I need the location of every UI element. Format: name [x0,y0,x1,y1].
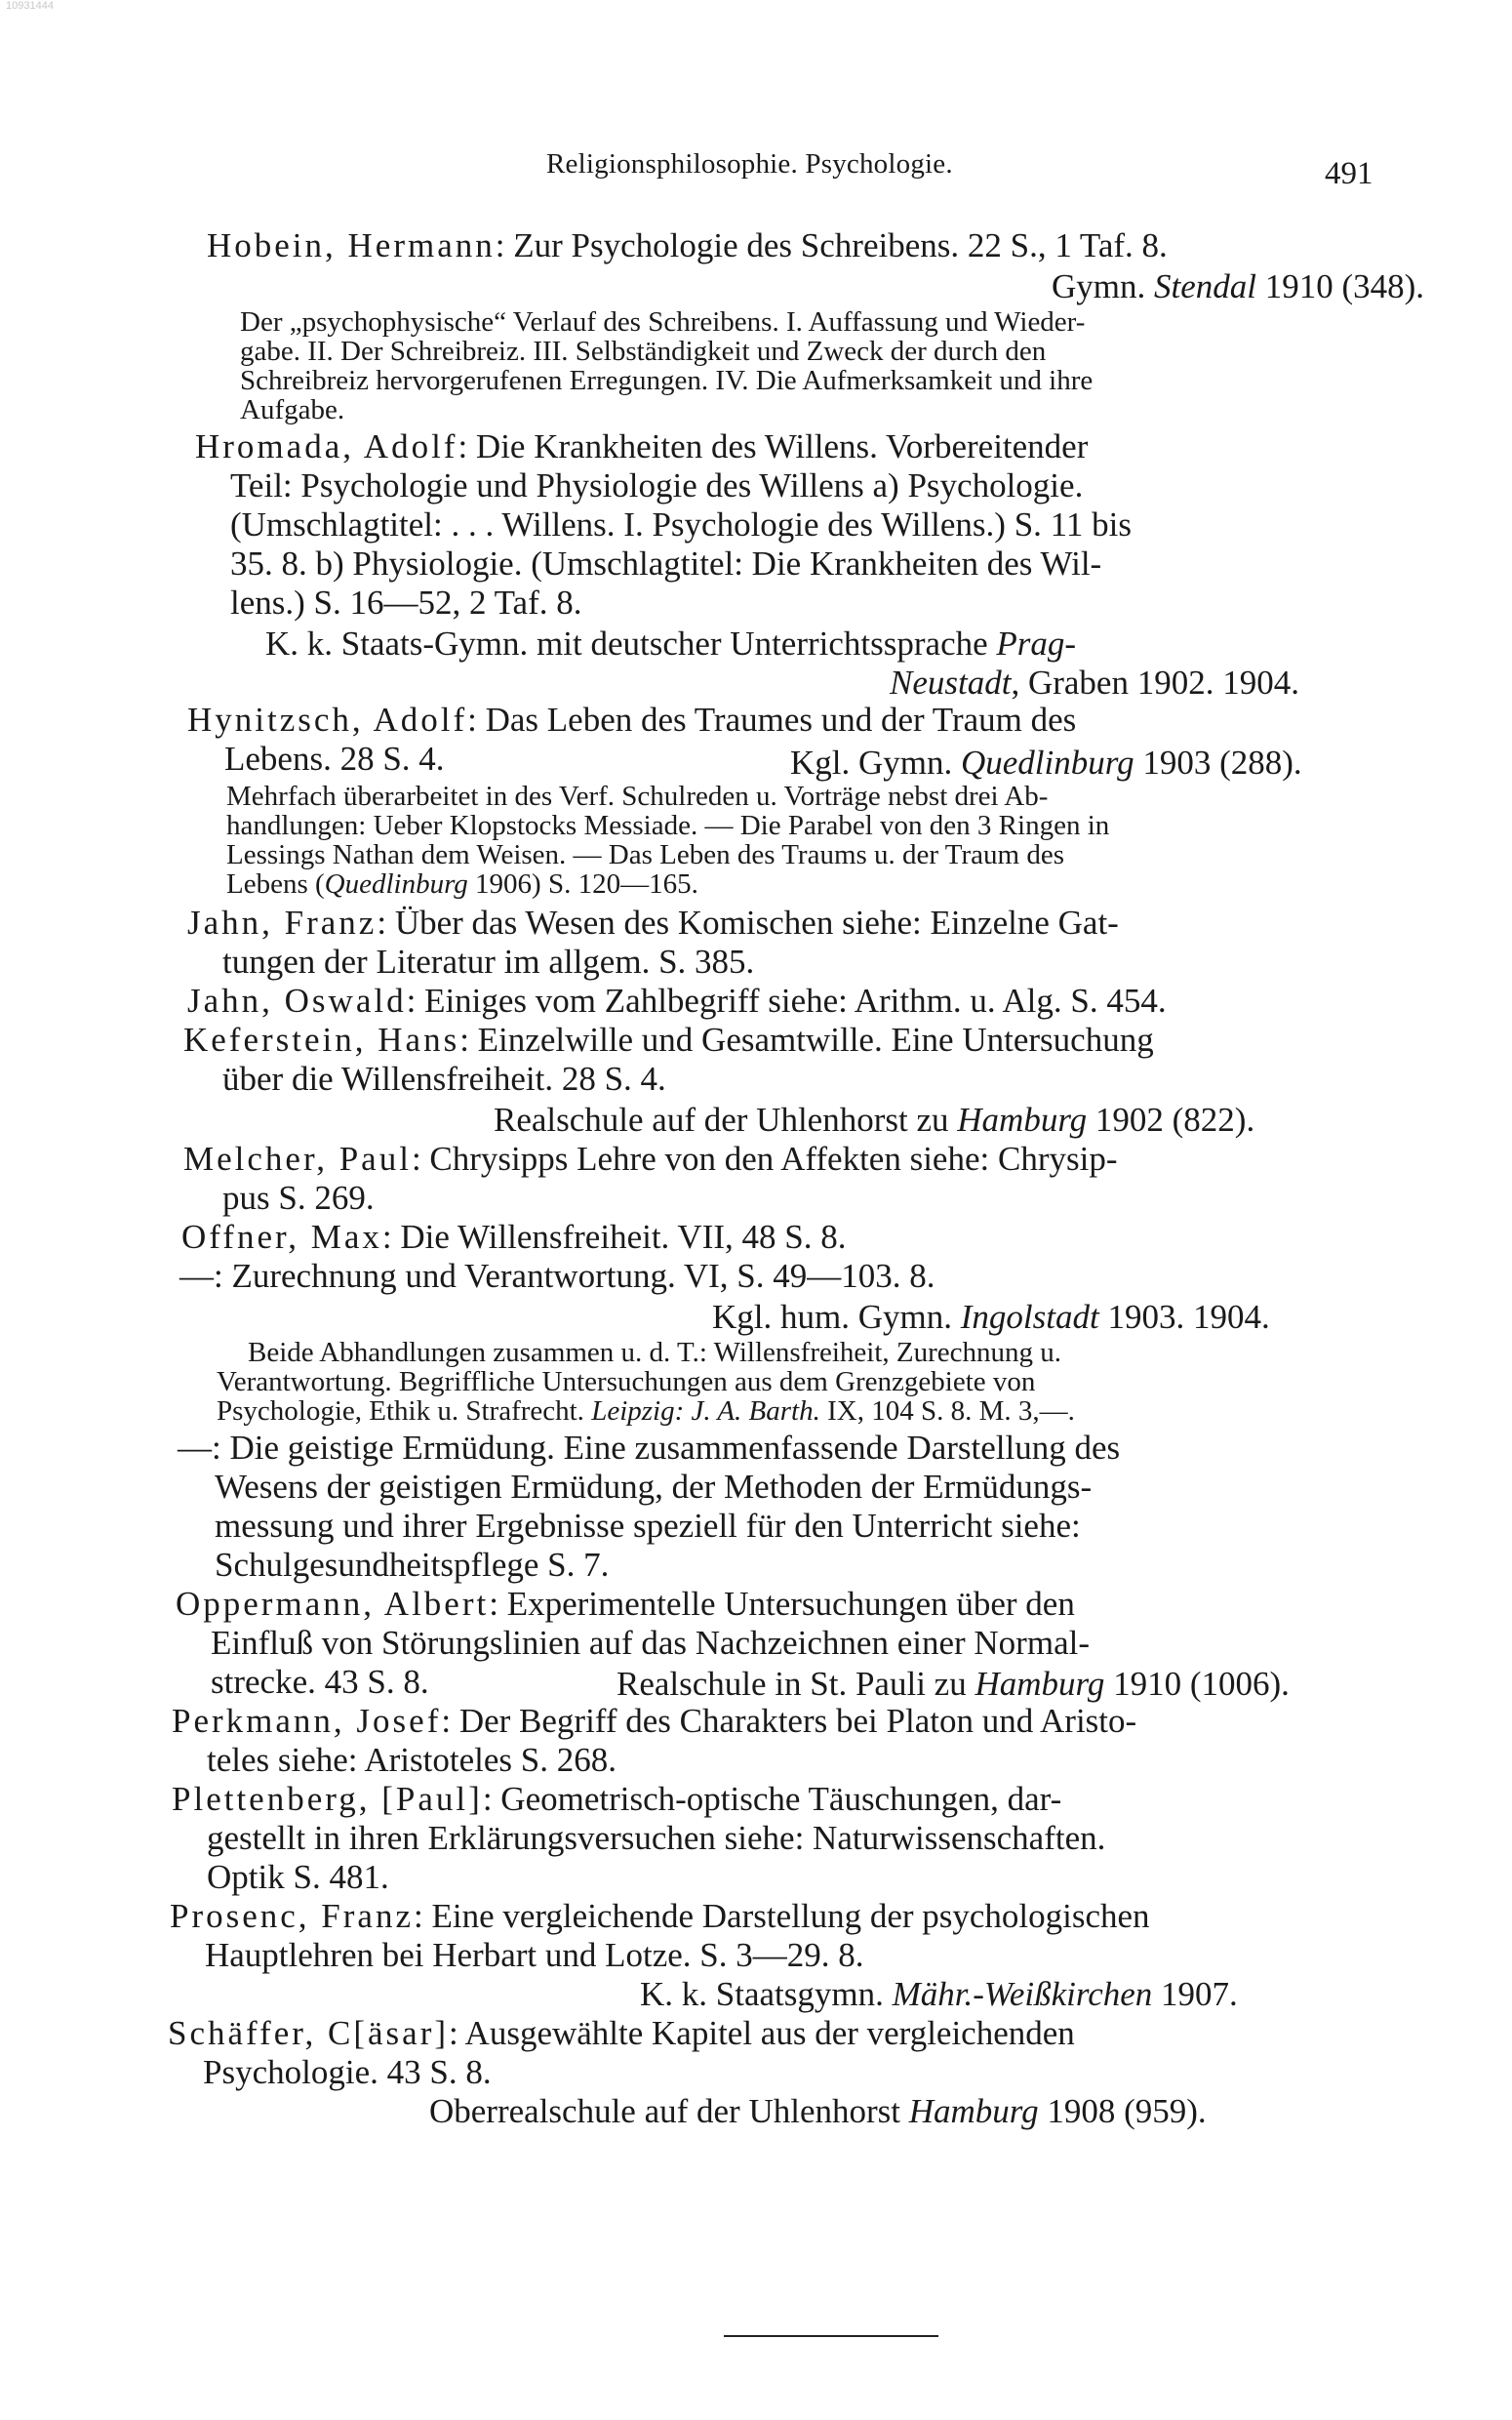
place-name: Mähr.-Weißkirchen [892,1975,1153,2013]
entry-line [207,1819,1105,1858]
text-segment: 1903 (288). [1134,744,1302,782]
text-segment: handlungen: Ueber Klopstocks Messiade. — Die Parabel von den 3 Ringen in [226,810,1110,841]
author-name: Schäffer, C[äsar] [168,2014,450,2052]
entry-line [172,1780,1061,1819]
entry-line [187,701,1076,740]
text-segment: 1907. [1152,1975,1238,2013]
text-segment: Lebens. 28 S. 4. [224,740,445,778]
text-segment: Psychologie. 43 S. 8. [203,2053,492,2091]
place-name: Quedlinburg [324,868,468,900]
entry-line [230,466,1083,505]
text-segment: K. k. Staatsgymn. [640,1975,893,2013]
text-segment: Hauptlehren bei Herbart und Lotze. S. 3—29. 8. [205,1936,864,1974]
annotation-line [226,839,1064,870]
text-segment: Beide Abhandlungen zusammen u. d. T.: Willensfreiheit, Zurechnung u. [248,1337,1062,1368]
text-segment: Realschule auf der Uhlenhorst zu [494,1101,958,1139]
text-segment: lens.) S. 16—52, 2 Taf. 8. [230,584,582,622]
annotation-line [226,810,1109,841]
entry-line [215,1546,609,1585]
entry-line [207,1741,617,1780]
entry-line [179,1257,935,1296]
text-segment: : Eine vergleichende Darstellung der psychologischen [414,1897,1150,1935]
entry-line [890,664,1299,703]
entry-line [172,1702,1136,1741]
entry-line [265,625,1076,664]
place-name: Ingolstadt [960,1298,1099,1336]
author-name: Plettenberg, [Paul] [172,1780,483,1818]
author-name: Keferstein, Hans [183,1021,460,1059]
text-segment: : Die Willensfreiheit. VII, 48 S. 8. [381,1218,847,1256]
text-segment: 1906) S. 120—165. [467,868,698,900]
text-segment: : Über das Wesen des Komischen siehe: Einzelne Gat- [377,904,1119,942]
annotation-line [226,868,698,900]
entry-line [712,1298,1270,1337]
text-segment: Der „psychophysische“ Verlauf des Schreibens. I. Auffassung und Wieder- [240,306,1086,338]
text-segment: Lessings Nathan dem Weisen. — Das Leben des Traums u. der Traum des [226,839,1064,870]
entry-line [230,544,1101,584]
text-segment: Verantwortung. Begriffliche Untersuchungen aus dem Grenzgebiete von [217,1366,1036,1397]
entry-line [790,744,1302,783]
entry-line [640,1975,1238,2014]
entry-line [215,1468,1092,1507]
text-segment: 1910 (1006). [1104,1665,1290,1703]
annotation-line [226,781,1048,812]
text-segment: Psychologie, Ethik u. Strafrecht. [217,1395,592,1427]
text-segment: über die Willensfreiheit. 28 S. 4. [222,1060,666,1098]
entry-line [176,1585,1075,1624]
entry-line [170,1897,1150,1936]
text-segment: : Zur Psychologie des Schreibens. 22 S., 1 Taf. 8. [495,226,1168,264]
text-segment: : Ausgewählte Kapitel aus der vergleichenden [449,2014,1075,2052]
entry-line [211,1624,1090,1663]
footer-rule [724,2335,938,2337]
annotation-line [217,1366,1035,1397]
text-segment: : Einiges vom Zahlbegriff siehe: Arithm. u. Alg. S. 454. [406,982,1167,1020]
author-name: Perkmann, Josef [172,1702,442,1740]
entry-line [181,1218,846,1257]
text-segment: Kgl. Gymn. [790,744,961,782]
text-segment: : Geometrisch-optische Täuschungen, dar- [482,1780,1062,1818]
entry-line [429,2092,1207,2131]
author-name: Hromada, Adolf [195,427,458,465]
text-segment: Teil: Psychologie und Physiologie des Willens a) Psychologie. [230,466,1084,504]
text-segment: Oberrealschule auf der Uhlenhorst [429,2092,909,2130]
text-segment: Wesens der geistigen Ermüdung, der Methoden der Ermüdungs- [215,1468,1093,1506]
entry-line [168,2014,1075,2053]
entry-line [187,982,1167,1021]
text-segment: : Einzelwille und Gesamtwille. Eine Untersuchung [459,1021,1154,1059]
entry-line [203,2053,492,2092]
entry-line [187,904,1119,943]
entry-line [195,427,1088,466]
text-segment: Aufgabe. [240,394,345,425]
entry-line [222,1060,666,1099]
place-name: Stendal [1154,267,1256,305]
entry-line [222,1179,375,1218]
running-head: Religionsphilosophie. Psychologie. [546,148,953,180]
text-segment: 1908 (959). [1038,2092,1207,2130]
text-segment: : Die Krankheiten des Willens. Vorbereitender [458,427,1089,465]
place-name: Neustadt [890,664,1012,702]
place-name: Leipzig: J. A. Barth. [591,1395,820,1427]
text-segment: K. k. Staats-Gymn. mit deutscher Unterrichtssprache [265,625,997,663]
author-name: Prosenc, Franz [170,1897,415,1935]
place-name: Hamburg [908,2092,1039,2130]
author-name: Oppermann, Albert [176,1585,490,1623]
entry-line [617,1665,1290,1704]
author-name: Jahn, Franz [187,904,378,942]
text-segment: : Der Begriff des Charakters bei Platon und Aristo- [441,1702,1137,1740]
entry-line [215,1507,1081,1546]
entry-line [183,1021,1154,1060]
text-segment: IX, 104 S. 8. M. 3,—. [819,1395,1075,1427]
text-segment: Gymn. [1052,267,1154,305]
annotation-line [217,1395,1075,1427]
text-segment: Mehrfach überarbeitet in des Verf. Schulreden u. Vorträge nebst drei Ab- [226,781,1049,812]
entry-line [178,1429,1120,1468]
place-name: Hamburg [975,1665,1105,1703]
entry-line [207,1858,389,1897]
place-name: Quedlinburg [961,744,1134,782]
text-segment: Kgl. hum. Gymn. [712,1298,961,1336]
entry-line [183,1140,1117,1179]
place-name: Hamburg [957,1101,1088,1139]
entry-line [230,584,582,623]
annotation-line [240,306,1085,338]
text-segment: tungen der Literatur im allgem. S. 385. [222,943,755,981]
author-name: Hobein, Hermann [207,226,496,264]
entry-line [224,740,445,779]
text-segment: teles siehe: Aristoteles S. 268. [207,1741,617,1779]
text-segment: strecke. 43 S. 8. [211,1663,429,1701]
text-segment: messung und ihrer Ergebnisse speziell für den Unterricht siehe: [215,1507,1081,1545]
text-segment: Schulgesundheitspflege S. 7. [215,1546,610,1584]
entry-line [230,505,1132,544]
text-segment: —: Zurechnung und Verantwortung. VI, S. 49—103. 8. [179,1257,935,1295]
entry-line [205,1936,864,1975]
entry-line [222,943,754,982]
text-segment: gabe. II. Der Schreibreiz. III. Selbständigkeit und Zweck der durch den [240,336,1047,367]
text-segment: 1910 (348). [1255,267,1425,305]
text-segment: : Chrysipps Lehre von den Affekten siehe: Chrysip- [411,1140,1118,1178]
entry-line [494,1101,1254,1140]
entry-line [1052,267,1424,306]
text-segment: : Experimentelle Untersuchungen über den [489,1585,1075,1623]
scan-id: 10931444 [6,0,54,12]
text-segment: —: Die geistige Ermüdung. Eine zusammenfassende Darstellung des [178,1429,1121,1467]
place-name: Prag- [996,625,1077,663]
annotation-line [240,394,344,425]
annotation-line [240,365,1093,396]
page-number: 491 [1325,156,1373,191]
text-segment: Einfluß von Störungslinien auf das Nachzeichnen einer Normal- [211,1624,1090,1662]
text-segment: gestellt in ihren Erklärungsversuchen siehe: Naturwissenschaften. [207,1819,1106,1857]
text-segment: , Graben 1902. 1904. [1011,664,1299,702]
text-segment: pus S. 269. [222,1179,375,1217]
author-name: Jahn, Oswald [187,982,407,1020]
author-name: Melcher, Paul [183,1140,412,1178]
text-segment: Lebens ( [226,868,325,900]
text-segment: 1902 (822). [1087,1101,1255,1139]
annotation-line [248,1337,1061,1368]
text-segment: 1903. 1904. [1098,1298,1270,1336]
entry-line [207,226,1168,265]
annotation-line [240,336,1046,367]
text-segment: : Das Leben des Traumes und der Traum des [467,701,1077,739]
author-name: Offner, Max [181,1218,382,1256]
text-segment: Realschule in St. Pauli zu [617,1665,975,1703]
author-name: Hynitzsch, Adolf [187,701,468,739]
text-segment: Optik S. 481. [207,1858,389,1896]
text-segment: 35. 8. b) Physiologie. (Umschlagtitel: Die Krankheiten des Wil- [230,544,1102,583]
text-segment: Schreibreiz hervorgerufenen Erregungen. IV. Die Aufmerksamkeit und ihre [240,365,1094,396]
entry-line [211,1663,429,1702]
text-segment: (Umschlagtitel: . . . Willens. I. Psychologie des Willens.) S. 11 bis [230,505,1132,544]
